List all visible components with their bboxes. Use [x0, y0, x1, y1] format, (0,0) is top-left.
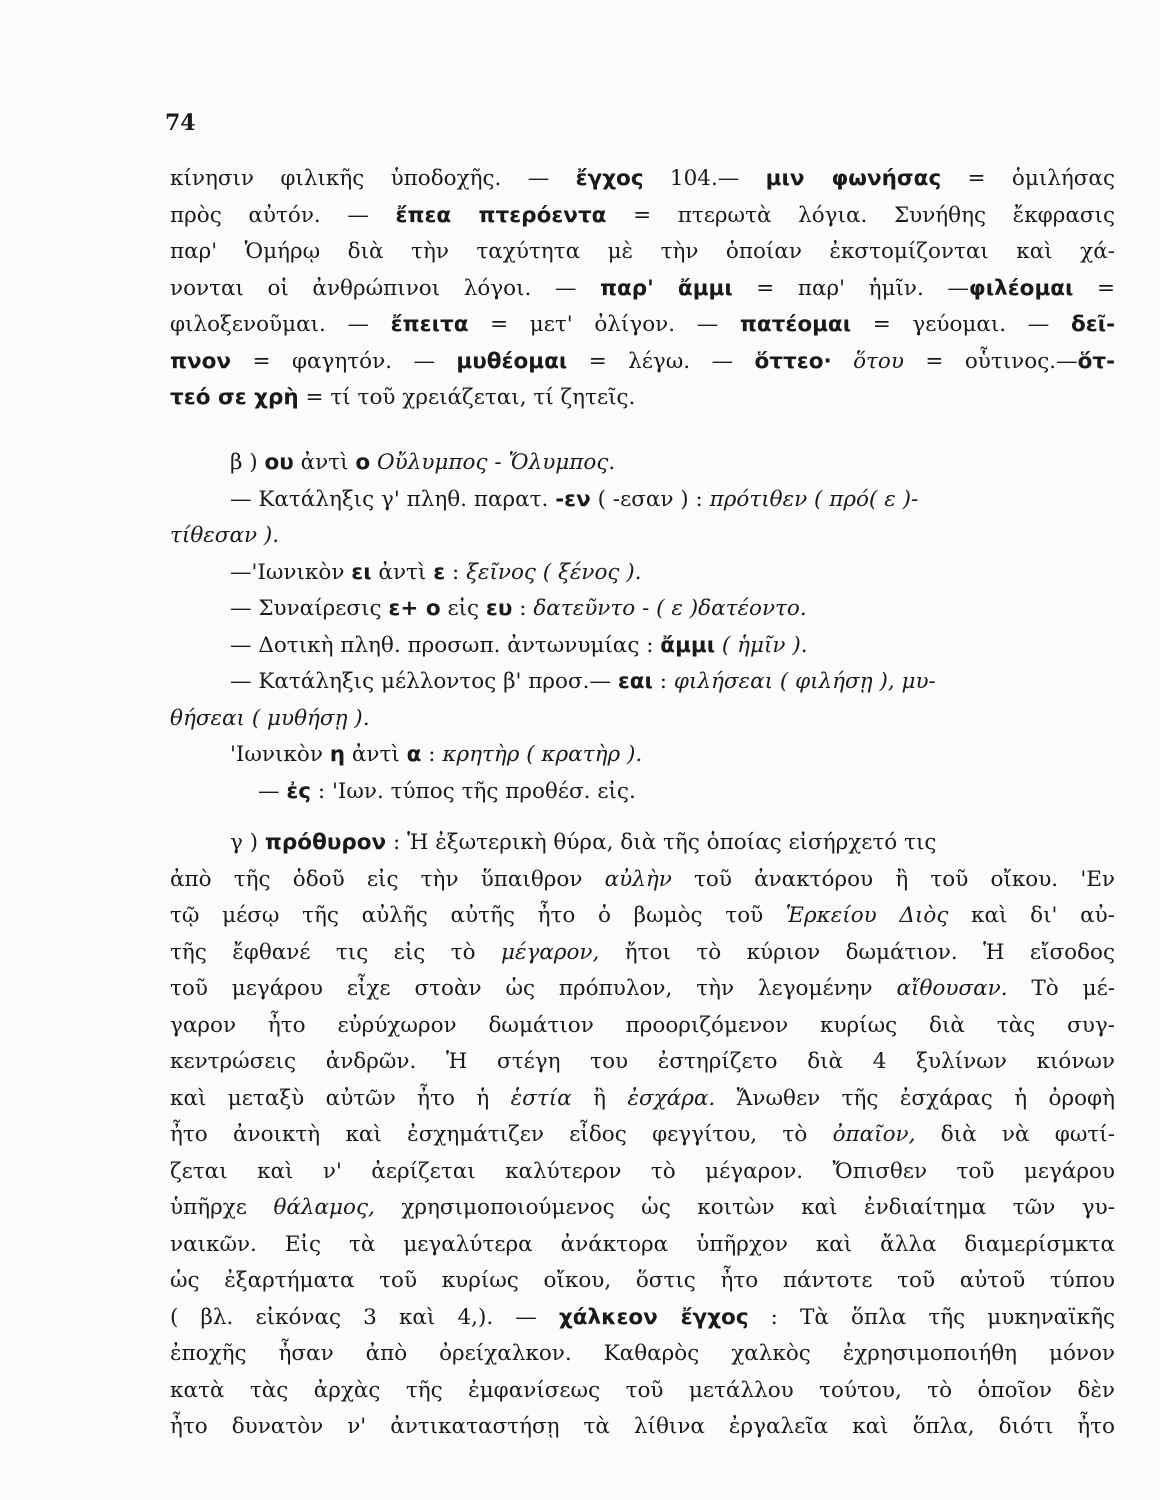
text-run: ἀπὸ τῆς ὁδοῦ εἰς τὴν ὕπαιθρον	[170, 866, 605, 892]
text-run: = οὗτινος.—	[903, 348, 1078, 374]
text-run: χρησιμοποιούμενος ὡς κοιτὼν καὶ ἐνδιαίτημα τῶν γυ-	[374, 1195, 1115, 1220]
text-line	[170, 559, 1115, 599]
text-line	[170, 744, 1115, 781]
text-run: ἀντὶ	[293, 450, 356, 475]
bold-term: παρ' ἄμμι	[599, 275, 733, 301]
text-run: = μετ' ὀλίγον. —	[468, 312, 740, 337]
glossary-block-1	[170, 168, 1115, 424]
text-run: νονται οἱ ἀνθρώπινοι λόγοι. —	[170, 275, 600, 301]
text-run: εἰς	[440, 596, 486, 621]
bold-term: φιλέομαι	[968, 275, 1074, 301]
italic-term: ὀπαῖον,	[832, 1122, 916, 1147]
text-line	[170, 348, 1115, 388]
text-run: παρ' Ὁμήρῳ διὰ τὴν ταχύτητα μὲ τὴν ὁποίαν ἐκστομίζονται καὶ χά-	[170, 239, 1115, 264]
text-run: τῆς ἔφθανέ τις εἰς τὸ	[170, 939, 501, 965]
bold-term: χάλκεον ἔγχος	[558, 1304, 749, 1330]
text-run: : 'Ιων. τύπος τῆς προθέσ. εἰς.	[311, 778, 636, 804]
bold-term: η	[329, 742, 346, 767]
italic-term: πρότιθεν ( πρό( ε )-	[709, 486, 919, 512]
bold-term: ἄμμι	[660, 632, 716, 658]
text-run: = πτερωτὰ λόγια. Συνήθης ἔκφρασις	[606, 202, 1115, 228]
text-run: :	[652, 669, 674, 694]
text-line	[170, 632, 1115, 672]
bold-term: ἐς	[286, 778, 312, 804]
text-run: ἀντὶ	[371, 559, 434, 585]
bold-term: ἔγχος	[575, 166, 644, 191]
text-line	[170, 1231, 1115, 1271]
text-run: —	[258, 778, 287, 804]
text-run: κατὰ τὰς ἀρχὰς τῆς ἐμφανίσεως τοῦ μετάλλου τούτου, τὸ ὁποῖον δὲν	[170, 1377, 1115, 1403]
text-run: ὡς ἐξαρτήματα τοῦ κυρίως οἴκου, ὅστις ἦτο πάντοτε τοῦ αὐτοῦ τύπου	[170, 1268, 1115, 1293]
text-run: ἐποχῆς ἦσαν ἀπὸ ὀρείχαλκον. Καθαρὸς χαλκὸς ἐχρησιμοποιήθη μόνον	[170, 1341, 1115, 1366]
bold-term: ο	[355, 450, 371, 475]
bold-term: ἔπεα πτερόεντα	[395, 202, 607, 228]
bold-term: ευ	[485, 596, 513, 621]
text-run: ὑπῆρχε	[170, 1195, 274, 1220]
bold-term: μυθέομαι	[456, 348, 568, 374]
text-run: :	[421, 742, 443, 767]
text-run: — Κατάληξις γ' πληθ. παρατ.	[230, 486, 556, 512]
text-run: τοῦ ἀνακτόρου ἢ τοῦ οἴκου. 'Εν	[671, 866, 1115, 892]
text-line	[170, 866, 1115, 906]
text-line	[170, 832, 1115, 869]
text-run: = τί τοῦ χρειάζεται, τί ζητεῖς.	[298, 385, 636, 410]
text-run: — Δοτικὴ πληθ. προσωπ. ἀντωνυμίας :	[230, 632, 661, 658]
text-run: γ )	[230, 830, 265, 855]
bold-term: ε+ ο	[388, 596, 441, 621]
text-line	[170, 1416, 1115, 1453]
bold-term: ἔπειτα	[390, 312, 469, 337]
text-line	[170, 275, 1116, 315]
text-line	[170, 1197, 1115, 1234]
text-line	[170, 314, 1115, 351]
text-run: καὶ δι' αὐ-	[948, 903, 1115, 928]
text-run: 'Ιωνικὸν	[230, 742, 330, 767]
text-run: :	[445, 559, 467, 585]
text-run: Τὸ μέ-	[1007, 976, 1115, 1001]
text-run: :	[512, 596, 534, 621]
grammar-block-2	[170, 452, 1115, 817]
italic-term: ἑστία	[510, 1085, 572, 1111]
text-run: ἤτοι τὸ κύριον δωμάτιον. Ἡ εἴσοδος	[599, 939, 1115, 965]
text-line	[170, 525, 1115, 562]
bold-term: α	[406, 742, 422, 767]
bold-term: πνον	[170, 348, 232, 374]
bold-term: εαι	[617, 669, 653, 694]
text-run: ζεται καὶ ν' ἀερίζεται καλύτερον τὸ μέγαρον. Ὄπισθεν τοῦ μεγάρου	[170, 1158, 1115, 1184]
text-line	[170, 939, 1115, 979]
text-run: : Ἡ ἐξωτερικὴ θύρα, διὰ τῆς ὁποίας εἰσήρχετό τις	[386, 830, 937, 855]
text-run: 104.—	[643, 166, 766, 191]
text-run: = παρ' ἡμῖν. —	[732, 275, 969, 301]
text-run: τοῦ μεγάρου εἶχε στοὰν ὡς πρόπυλον, τὴν λεγομένην	[170, 976, 897, 1001]
italic-term: δατεῦντο - ( ε )δατέοντο.	[533, 596, 807, 621]
text-run: —'Ιωνικὸν	[230, 559, 352, 585]
text-run: ἀντὶ	[345, 742, 407, 767]
text-run	[370, 450, 377, 475]
text-line	[170, 1343, 1115, 1380]
bold-term: ου	[264, 450, 294, 475]
text-run: καὶ μεταξὺ αὐτῶν ἦτο ἡ	[170, 1085, 511, 1111]
text-line	[170, 1377, 1115, 1417]
text-line	[170, 671, 1115, 708]
text-run: — Κατάληξις μέλλοντος β' προσ.—	[230, 669, 618, 694]
text-line	[170, 1085, 1115, 1125]
text-line	[170, 778, 1115, 818]
bold-term: πρόθυρον	[264, 830, 387, 855]
text-run: τῷ μέσῳ τῆς αὐλῆς αὐτῆς ἦτο ὁ βωμὸς τοῦ	[170, 903, 786, 928]
text-run: ἦτο ἀνοικτὴ καὶ ἐσχημάτιζεν εἶδος φεγγίτου, τὸ	[170, 1122, 833, 1147]
text-run: ἦτο δυνατὸν ν' ἀντικαταστήσῃ τὰ λίθινα ἐργαλεῖα καὶ ὅπλα, διότι ἦτο	[170, 1414, 1115, 1439]
italic-term: φιλήσεαι ( φιλήσῃ ), μυ-	[673, 669, 936, 694]
bold-term: ε	[433, 559, 446, 585]
text-line	[170, 1304, 1115, 1344]
text-line	[170, 705, 1115, 745]
text-run: = ὁμιλήσας	[941, 166, 1115, 191]
page-number: 74	[165, 110, 196, 136]
text-run: : Τὰ ὅπλα τῆς μυκηναϊκῆς	[748, 1304, 1115, 1330]
bold-term: δεῖ-	[1070, 312, 1115, 337]
text-line	[170, 598, 1115, 635]
text-run: ναικῶν. Εἰς τὰ μεγαλύτερα ἀνάκτορα ὑπῆρχον καὶ ἄλλα διαμερίσμκτα	[170, 1231, 1115, 1257]
text-run: = γεύομαι. —	[851, 312, 1071, 337]
text-run: ( -εσαν ) :	[590, 486, 710, 512]
italic-term: Οὔλυμπος - Ὄλυμπος.	[377, 450, 616, 475]
text-line	[170, 1051, 1115, 1088]
text-run: β )	[230, 450, 265, 475]
italic-term: αὐλὴν	[604, 866, 672, 892]
bold-term: μιν φωνήσας	[765, 166, 942, 191]
text-line	[170, 387, 1115, 424]
italic-term: θάλαμος,	[273, 1195, 375, 1220]
text-run: — Συναίρεσις	[230, 596, 389, 621]
italic-term: αἴθουσαν.	[896, 976, 1008, 1001]
text-run: ἢ	[571, 1085, 628, 1111]
italic-term: ἐσχάρα.	[627, 1085, 716, 1111]
text-line	[170, 486, 1115, 526]
text-run: διὰ νὰ φωτί-	[915, 1122, 1115, 1147]
text-run: κίνησιν φιλικῆς ὑποδοχῆς. —	[170, 166, 576, 191]
text-run: πρὸς αὐτόν. —	[170, 202, 396, 228]
bold-term: ὅτ-	[1077, 348, 1115, 374]
text-run: ( βλ. εἰκόνας 3 καὶ 4,). —	[170, 1304, 559, 1330]
text-line	[170, 1124, 1115, 1161]
italic-term: ξεῖνος ( ξένος ).	[466, 559, 642, 585]
text-line	[170, 905, 1115, 942]
text-run: =	[1073, 275, 1116, 301]
text-run: φιλοξενοῦμαι. —	[170, 312, 391, 337]
bold-term: -εν	[555, 486, 591, 512]
bold-term: ει	[351, 559, 372, 585]
text-line	[170, 168, 1115, 205]
italic-term: κρητὴρ ( κρατὴρ ).	[442, 742, 643, 767]
text-run: κεντρώσεις ἀνδρῶν. Ἡ στέγη του ἐστηρίζετο διὰ 4 ξυλίνων κιόνων	[170, 1049, 1115, 1074]
text-run: = λέγω. —	[567, 348, 755, 374]
text-run: = φαγητόν. —	[231, 348, 457, 374]
text-line	[170, 452, 1115, 489]
text-run: γαρον ἦτο εὐρύχωρον δωμάτιον προοριζόμενον κυρίως διὰ τὰς συγ-	[170, 1012, 1115, 1038]
italic-term: θήσεαι ( μυθήσῃ ).	[170, 705, 370, 731]
text-line	[170, 202, 1115, 242]
italic-term: Ἑρκείου Διὸς	[785, 903, 949, 928]
italic-term: ( ἡμῖν ).	[715, 632, 808, 658]
text-line	[170, 978, 1115, 1015]
text-line	[170, 1270, 1115, 1307]
italic-term: μέγαρον,	[500, 939, 600, 965]
bold-term: τεό σε χρὴ	[170, 385, 299, 410]
text-line	[170, 241, 1115, 278]
bold-term: ὅττεο·	[754, 348, 832, 374]
bold-term: πατέομαι	[739, 312, 852, 337]
text-run: Ἄνωθεν τῆς ἐσχάρας ἡ ὀροφὴ	[715, 1085, 1115, 1111]
commentary-block-3	[170, 832, 1115, 1453]
italic-term: ὅτου	[831, 348, 904, 374]
italic-term: τίθεσαν ).	[170, 523, 280, 548]
text-line	[170, 1012, 1115, 1052]
text-line	[170, 1158, 1115, 1198]
